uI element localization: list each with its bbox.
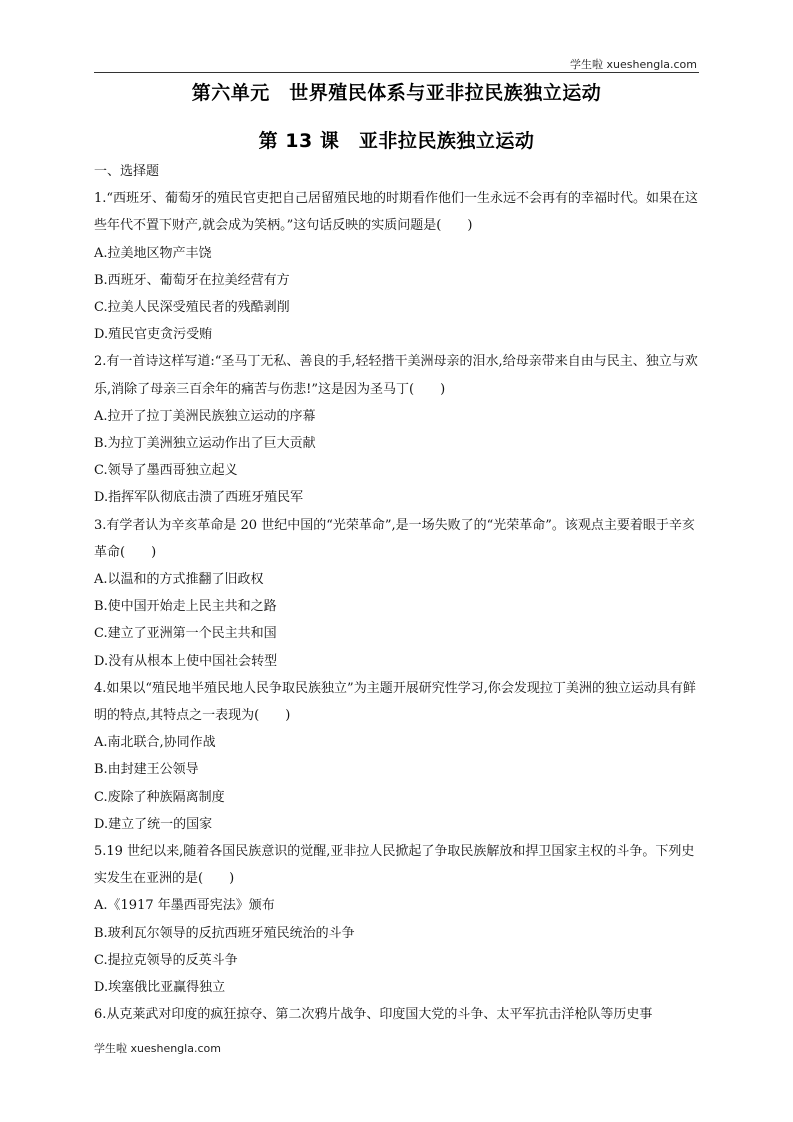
question-5-option-a: A.《1917 年墨西哥宪法》颁布 xyxy=(94,898,275,914)
question-4-option-c: C.废除了种族隔离制度 xyxy=(94,789,225,805)
question-2-option-a: A.拉开了拉丁美洲民族独立运动的序幕 xyxy=(94,408,316,424)
question-2-option-c: C.领导了墨西哥独立起义 xyxy=(94,463,238,479)
document-body xyxy=(94,158,699,1029)
question-1-option-b: B.西班牙、葡萄牙在拉美经营有方 xyxy=(94,272,290,288)
question-5-stem: 5.19 世纪以来,随着各国民族意识的觉醒,亚非拉人民掀起了争取民族解放和捍卫国家主权的斗争。下列史实发生在亚洲的是( ) xyxy=(94,844,695,887)
question-2-option-d: D.指挥军队彻底击溃了西班牙殖民军 xyxy=(94,490,304,506)
question-4-option-d: D.建立了统一的国家 xyxy=(94,816,213,832)
lesson-title: 第 13 课 亚非拉民族独立运动 xyxy=(258,130,535,152)
question-6-stem: 6.从克莱武对印度的疯狂掠夺、第二次鸦片战争、印度国大党的斗争、太平军抗击洋枪队等历史事 xyxy=(94,1007,653,1023)
question-5-option-d: D.埃塞俄比亚赢得独立 xyxy=(94,980,226,996)
question-3-option-c: C.建立了亚洲第一个民主共和国 xyxy=(94,626,277,642)
question-4-option-b: B.由封建王公领导 xyxy=(94,762,199,778)
question-3-option-b: B.使中国开始走上民主共和之路 xyxy=(94,599,277,615)
question-1-option-a: A.拉美地区物产丰饶 xyxy=(94,245,212,261)
question-3-option-a: A.以温和的方式推翻了旧政权 xyxy=(94,572,264,588)
question-1-option-c: C.拉美人民深受殖民者的残酷剥削 xyxy=(94,300,290,316)
footer-brand: 学生啦 xueshengla.com xyxy=(94,1042,221,1055)
question-5-option-c: C.提拉克领导的反英斗争 xyxy=(94,952,238,968)
header-brand: 学生啦 xueshengla.com xyxy=(570,58,697,71)
header-divider xyxy=(94,72,699,73)
section-heading: 一、选择题 xyxy=(94,164,160,179)
question-5-option-b: B.玻利瓦尔领导的反抗西班牙殖民统治的斗争 xyxy=(94,925,355,941)
question-3-stem: 3.有学者认为辛亥革命是 20 世纪中国的“光荣革命”,是一场失败了的“光荣革命”。该观点主要着眼于辛亥革命( ) xyxy=(94,517,695,560)
unit-title: 第六单元 世界殖民体系与亚非拉民族独立运动 xyxy=(191,82,602,104)
question-2-stem: 2.有一首诗这样写道:“圣马丁无私、善良的手,轻轻揩干美洲母亲的泪水,给母亲带来自由与民主、独立与欢乐,消除了母亲三百余年的痛苦与伤悲!”这是因为圣马丁( ) xyxy=(94,354,698,397)
question-2-option-b: B.为拉丁美洲独立运动作出了巨大贡献 xyxy=(94,436,316,452)
question-3-option-d: D.没有从根本上使中国社会转型 xyxy=(94,653,278,669)
question-4-option-a: A.南北联合,协同作战 xyxy=(94,735,216,751)
question-1-option-d: D.殖民官吏贪污受贿 xyxy=(94,327,213,343)
question-4-stem: 4.如果以“殖民地半殖民地人民争取民族独立”为主题开展研究性学习,你会发现拉丁美洲的独立运动具有鲜明的特点,其特点之一表现为( ) xyxy=(94,680,696,724)
question-1-stem: 1.“西班牙、葡萄牙的殖民官吏把自己居留殖民地的时期看作他们一生永远不会再有的幸福时代。如果在这些年代不置下财产,就会成为笑柄。”这句话反映的实质问题是( ) xyxy=(94,191,699,234)
